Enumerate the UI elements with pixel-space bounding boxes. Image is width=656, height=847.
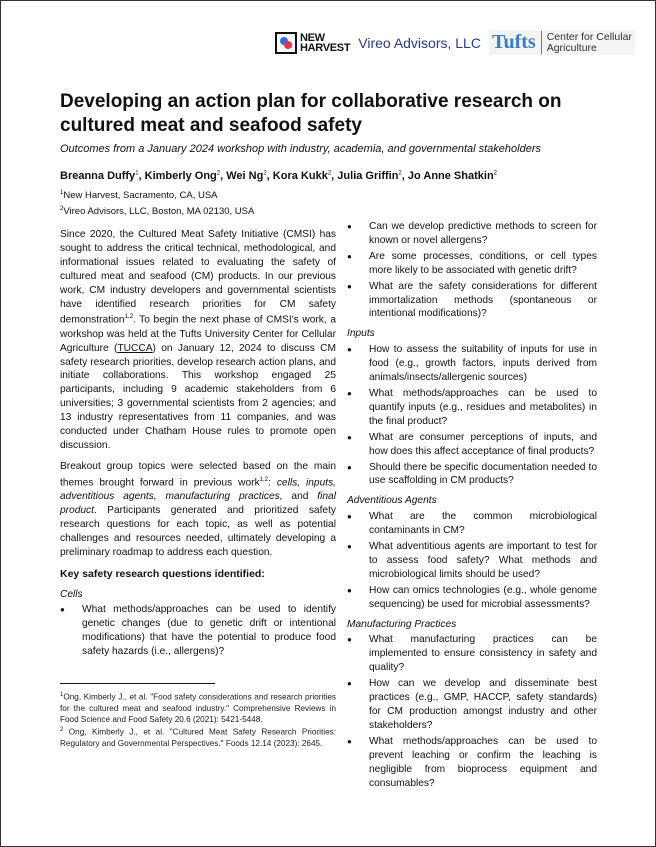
vireo-logo: Vireo Advisors, LLC bbox=[358, 34, 481, 51]
logo-text: Center for Cellular bbox=[546, 30, 632, 43]
affiliation: $^1$New Harvest, Sacramento, CA, USA bbox=[60, 190, 218, 202]
logo-text: HARVEST bbox=[300, 41, 351, 54]
right-column bbox=[347, 220, 597, 792]
footnote-divider bbox=[60, 683, 215, 684]
author-name: Jo Anne Shatkin bbox=[407, 170, 494, 182]
tufts-logo bbox=[489, 30, 635, 55]
category-adventitious-agents: Adventitious Agents bbox=[347, 495, 437, 507]
subtitle: Outcomes from a January 2024 workshop with industry, academia, and governmental stakeholders bbox=[60, 143, 541, 155]
list-item: ● What are the safety considerations for different immortalization methods (spontaneous or intentional modifications)? bbox=[347, 280, 597, 322]
author-name: Kimberly Ong bbox=[144, 170, 217, 182]
author-affiliation-mark: 2 bbox=[398, 170, 402, 177]
list-item: ● What are the common microbiological contaminants in CM? bbox=[347, 510, 597, 538]
tufts-wordmark: Tufts bbox=[492, 31, 542, 54]
left-column bbox=[60, 228, 336, 750]
logo-text: Agriculture bbox=[546, 41, 597, 54]
list-item: ● Are some processes, conditions, or cell types more likely to be associated with genetic drift? bbox=[347, 250, 597, 278]
category-cells: Cells bbox=[60, 588, 83, 600]
logo-text: NEW bbox=[300, 31, 325, 44]
list-item: ● Can we develop predictive methods to screen for known or novel allergens? bbox=[347, 220, 597, 248]
footnote: $^1$Ong, Kimberly J., et al. "Food safety considerations and research priorities for the cultured meat and seafood industry." Comprehensive Reviews in Food Science and Food Safety 20.6 (2021): 5421-5448. bbox=[60, 692, 336, 725]
author-affiliation-mark: 2 bbox=[216, 170, 221, 177]
author-name: Julia Griffin bbox=[337, 170, 399, 182]
author-name: Kora Kukk bbox=[272, 170, 328, 182]
category-manufacturing-practices: Manufacturing Practices bbox=[347, 618, 457, 630]
section-heading: Key safety research questions identified: bbox=[60, 567, 265, 580]
breakout-paragraph: Breakout group topics were selected based on the main themes brought forward in previous work$^{1,2}$: cells, inputs, adventitious agents, manufacturing practices, and final product. Participants generated and prioritized safety research questions for each topic, as well as potential challenges and resources needed, ultimately developing a preliminary roadmap to address each question. bbox=[60, 460, 336, 558]
affiliation: $^2$Vireo Advisors, LLC, Boston, MA 02130, USA bbox=[60, 206, 255, 218]
list-item: ● Should there be specific documentation needed to use scaffolding in CM products? bbox=[347, 461, 597, 489]
list-item: ● What adventitious agents are important to test for to assess food safety? What methods and microbiological limits should be used? bbox=[347, 540, 597, 582]
new-harvest-logo bbox=[275, 32, 350, 54]
author-list: Breanna Duffy$^1$, Kimberly Ong$^2$, Wei Ng$^2$, Kora Kukk$^2$, Julia Griffin$^2$, Jo Anne Shatkin$^2$ bbox=[60, 170, 498, 182]
list-item: ● What are consumer perceptions of inputs, and how does this affect acceptance of final products? bbox=[347, 431, 597, 459]
logo-bar bbox=[275, 30, 635, 55]
list-item: ● How can omics technologies (e.g., whole genome sequencing) be used for microbial assessments? bbox=[347, 584, 597, 612]
page-title: Developing an action plan for collaborative research on cultured meat and seafood safety bbox=[60, 91, 562, 136]
author-affiliation-mark: 1 bbox=[135, 170, 139, 177]
list-item: ● What manufacturing practices can be implemented to ensure consistency in safety and quality? bbox=[347, 633, 597, 675]
intro-paragraph: Since 2020, the Cultured Meat Safety Initiative (CMSI) has sought to address the critical technical, methodological, and informational issues related to evaluating the safety of cultured meat and seafood (CM) products. In our previous work, CM industry developers and governmental scientists have identified research priorities for CM safety demonstration$^{1,2}$. To begin the next phase of CMSI's work, a workshop was held at the Tufts University Center for Cellular Agriculture (TUCCA) on January 12, 2024 to discuss CM safety research priorities, develop research action plans, and initiate collaborations. This workshop engaged 25 participants, including 9 academic stakeholders from 6 universities; 3 governmental scientists from 2 agencies; and 13 industry representatives from 11 companies, and was conducted under Chatham House rules to promote open discussion. bbox=[60, 229, 337, 451]
tucca-link[interactable]: TUCCA bbox=[117, 342, 153, 354]
author-affiliation-mark: 2 bbox=[327, 170, 332, 177]
list-item: ● What methods/approaches can be used to prevent leaching or confirm the leaching is negligible from bioprocess equipment and consumables? bbox=[347, 735, 597, 791]
author-affiliation-mark: 2 bbox=[263, 170, 267, 177]
author-affiliation-mark: 2 bbox=[493, 170, 498, 177]
list-item: ● What methods/approaches can be used to identify genetic changes (due to genetic drift or intentional modifications) that have the potential to produce food safety hazards (i.e., allergens)? bbox=[60, 603, 336, 659]
author-name: Breanna Duffy bbox=[60, 170, 136, 182]
list-item: ● How to assess the suitability of inputs for use in food (e.g., growth factors, inputs derived from animals/insects/allergenic sources) bbox=[347, 343, 597, 385]
footnote: $^2$ Ong, Kimberly J., et al. "Cultured Meat Safety Research Priorities: Regulatory and Governmental Perspectives." Foods 12.14 (2023): 2645. bbox=[60, 727, 336, 749]
list-item: ● How can we develop and disseminate best practices (e.g., GMP, HACCP, safety standards) for CM production amongst industry and other stakeholders? bbox=[347, 677, 597, 733]
author-name: Wei Ng bbox=[226, 170, 264, 182]
list-item: ● What methods/approaches can be used to quantify inputs (e.g., residues and metabolites) in the final product? bbox=[347, 387, 597, 429]
category-inputs: Inputs bbox=[347, 328, 375, 340]
new-harvest-icon bbox=[275, 32, 297, 54]
